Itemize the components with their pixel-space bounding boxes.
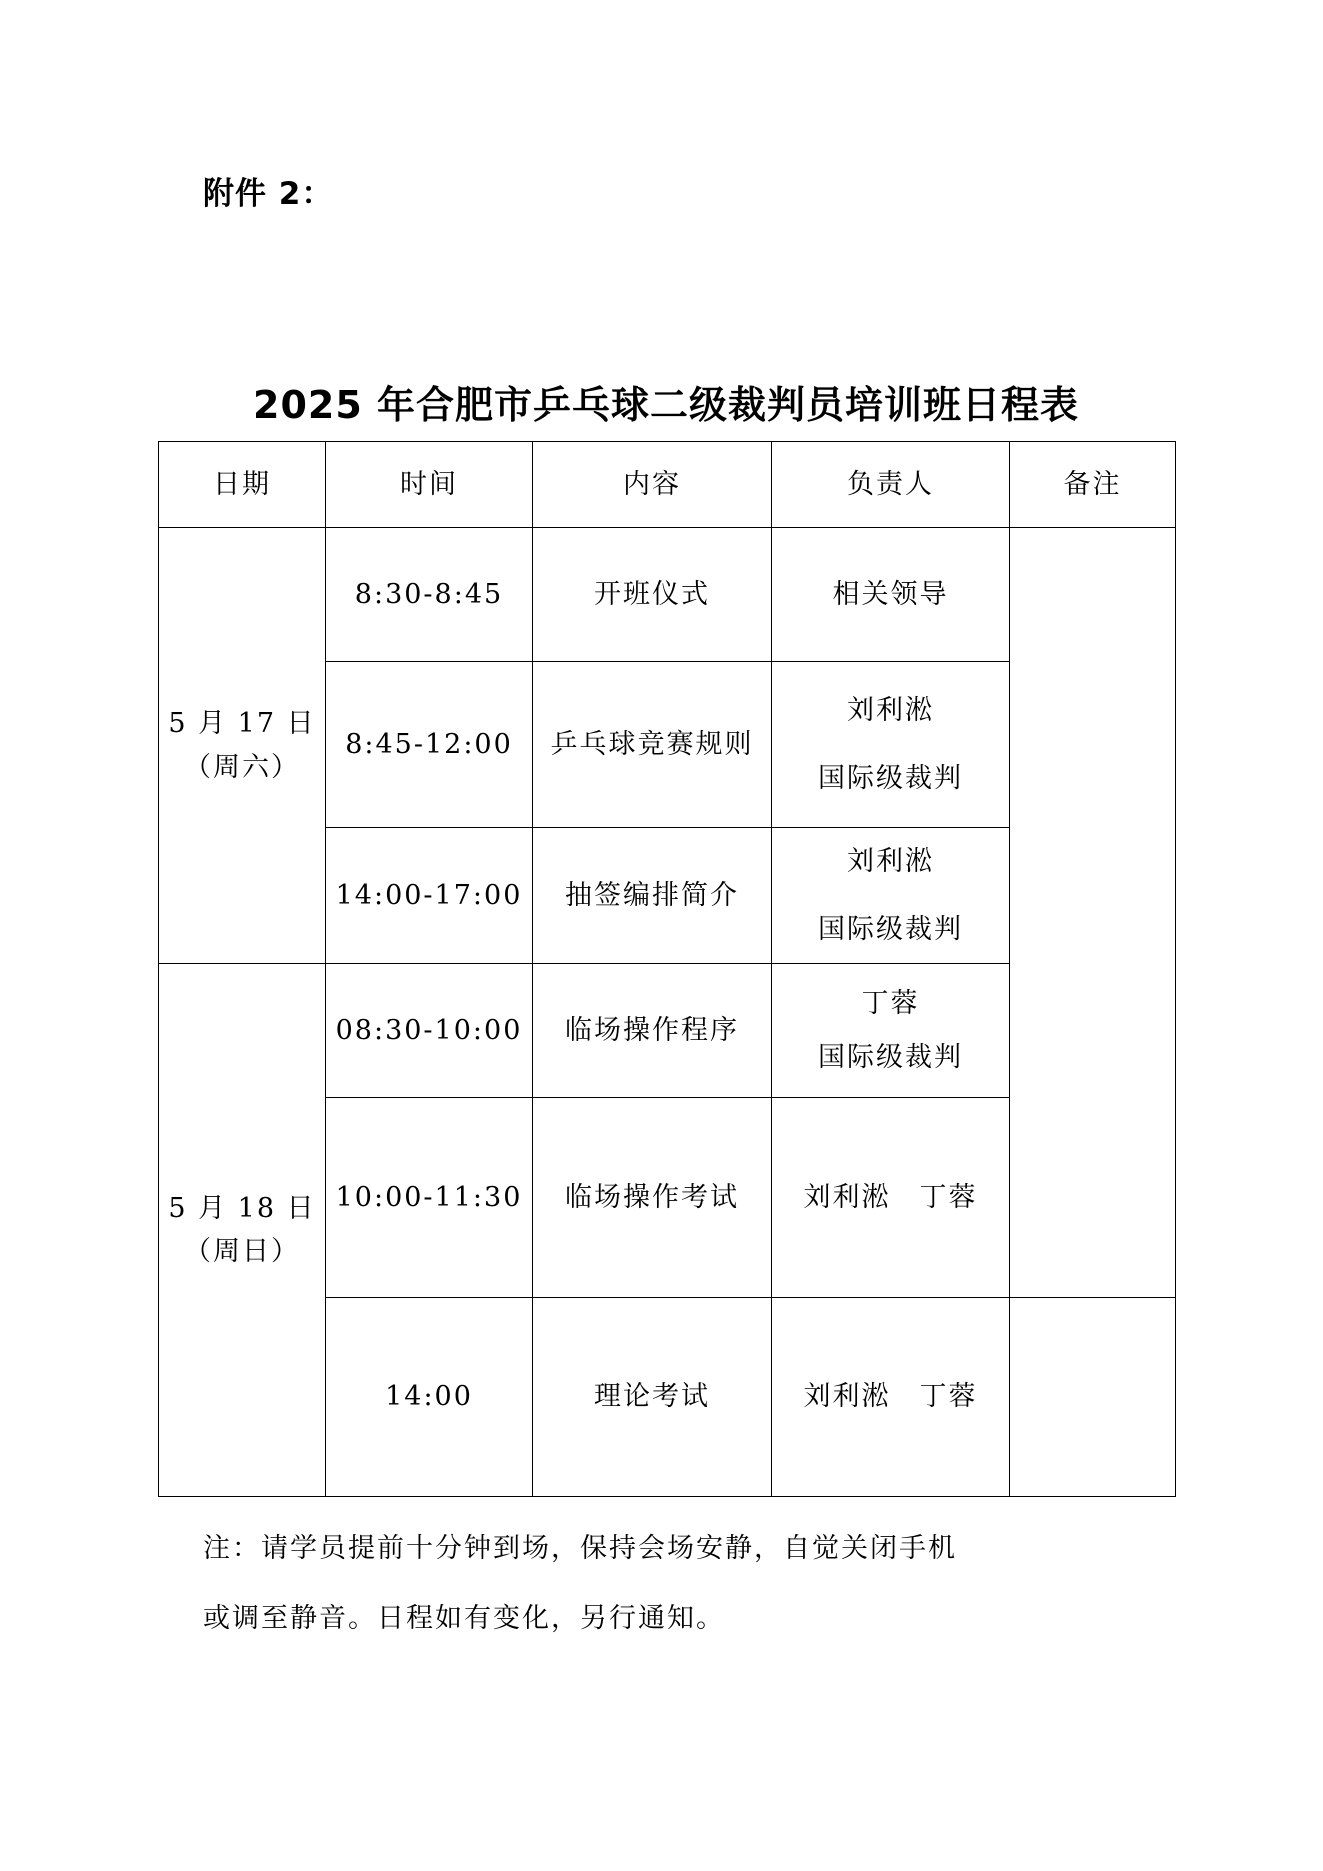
table-header-row — [159, 442, 1176, 528]
person-title: 国际级裁判 — [818, 762, 963, 794]
time-cell: 08:30-10:00 — [326, 964, 533, 1098]
person-name: 刘利淞 — [847, 846, 934, 877]
person-name: 刘利淞 丁蓉 — [803, 1381, 978, 1413]
weekday-text: （周六） — [184, 751, 300, 783]
footnote-line1: 注：请学员提前十分钟到场，保持会场安静，自觉关闭手机 — [203, 1533, 957, 1564]
attachment-label: 附件 2： — [203, 176, 334, 212]
schedule-table — [158, 441, 1176, 1497]
person-cell — [772, 1298, 1010, 1497]
date-cell-day1 — [159, 528, 326, 964]
person-name: 刘利淞 — [847, 695, 934, 726]
time-cell: 14:00-17:00 — [326, 828, 533, 964]
header-person: 负责人 — [772, 442, 1010, 528]
header-time: 时间 — [326, 442, 533, 528]
remarks-cell — [1010, 528, 1176, 1298]
remarks-cell — [1010, 1298, 1176, 1497]
content-cell: 开班仪式 — [533, 528, 772, 662]
table-row — [159, 528, 1176, 662]
person-cell — [772, 662, 1010, 828]
date-text: 5 月 18 日 — [168, 1192, 316, 1224]
page-title: 2025 年合肥市乒乓球二级裁判员培训班日程表 — [253, 383, 1079, 427]
header-remarks: 备注 — [1010, 442, 1176, 528]
time-cell: 8:30-8:45 — [326, 528, 533, 662]
content-cell: 抽签编排简介 — [533, 828, 772, 964]
footnote — [203, 1514, 1143, 1654]
weekday-text: （周日） — [184, 1236, 300, 1267]
person-cell — [772, 528, 1010, 662]
person-title: 国际级裁判 — [818, 913, 963, 945]
time-cell: 14:00 — [326, 1298, 533, 1497]
header-date: 日期 — [159, 442, 326, 528]
person-cell — [772, 964, 1010, 1098]
time-cell: 10:00-11:30 — [326, 1098, 533, 1298]
footnote-line2: 或调至静音。日程如有变化，另行通知。 — [203, 1603, 725, 1634]
person-name: 丁蓉 — [861, 987, 920, 1019]
content-cell: 临场操作程序 — [533, 964, 772, 1098]
content-cell: 临场操作考试 — [533, 1098, 772, 1298]
person-title: 国际级裁判 — [818, 1041, 963, 1073]
content-cell: 乒乓球竞赛规则 — [533, 662, 772, 828]
person-name: 刘利淞 丁蓉 — [803, 1181, 978, 1213]
person-cell — [772, 828, 1010, 964]
time-cell: 8:45-12:00 — [326, 662, 533, 828]
header-content: 内容 — [533, 442, 772, 528]
person-cell — [772, 1098, 1010, 1298]
person-name: 相关领导 — [832, 578, 949, 610]
date-cell-day2 — [159, 964, 326, 1497]
content-cell: 理论考试 — [533, 1298, 772, 1497]
date-text: 5 月 17 日 — [168, 708, 316, 740]
